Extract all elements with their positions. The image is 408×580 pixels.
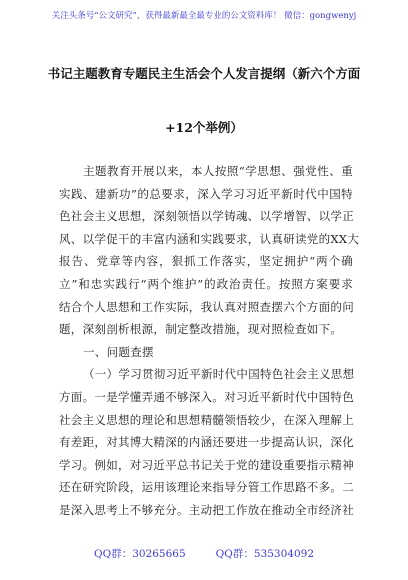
body-line: 社会主义思想的理论和思想精髓领悟较少，在深入理解上 [59,412,354,427]
body-line: 有差距，对其博大精深的内涵还要进一步提高认识，深化 [59,435,354,450]
footer-qq-group-2: QQ群：535304092 [215,548,314,560]
body-line: 学习。例如，对习近平总书记关于党的建设重要指示精神 [59,457,354,472]
body-line: 题，深刻剖析根源，制定整改措施，现对照检查如下。 [59,322,343,337]
body-line: 报告、党章等内容，狠抓工作落实，坚定拥护“两个确 [59,254,353,269]
footer-contact [0,546,408,561]
body-line: 实践、建新功”的总要求，深入学习习近平新时代中国特 [59,186,353,201]
body-line: 是深入思考上不够充分。主动把工作放在推动全市经济社 [59,502,354,517]
body-line: 还在研究阶段，运用该理论来指导分管工作思路不多。二 [59,480,354,495]
document-body [59,160,360,522]
body-line: 方面。一是学懂弄通不够深入。对习近平新时代中国特色 [59,389,354,404]
subsection-heading: （一）学习贯彻习近平新时代中国特色社会主义思想 [83,367,355,382]
section-heading: 一、问题查摆 [83,344,154,359]
body-line: 立”和忠实践行“两个维护”的政治责任。按照方案要求 [59,276,353,291]
header-banner: 关注头条号“公文研究”，获得最新最全最专业的公文资料库！ 微信：gongwenyj [51,11,357,21]
body-line: 主题教育开展以来，本人按照“学思想、强党性、重 [83,164,353,178]
body-line: 风、以学促干的丰富内涵和实践要求，认真研读党的XX大 [59,231,360,246]
document-title-line-2: +12个举例） [165,120,243,135]
body-line: 结合个人思想和工作实际，我认真对照查摆六个方面的问 [59,299,354,314]
document-title-line-1: 书记主题教育专题民主生活会个人发言提纲（新六个方面 [47,66,361,81]
body-line: 色社会主义思想，深刻领悟以学铸魂、以学增智、以学正 [59,209,354,224]
footer-qq-group-1: QQ群：30265665 [93,548,186,560]
